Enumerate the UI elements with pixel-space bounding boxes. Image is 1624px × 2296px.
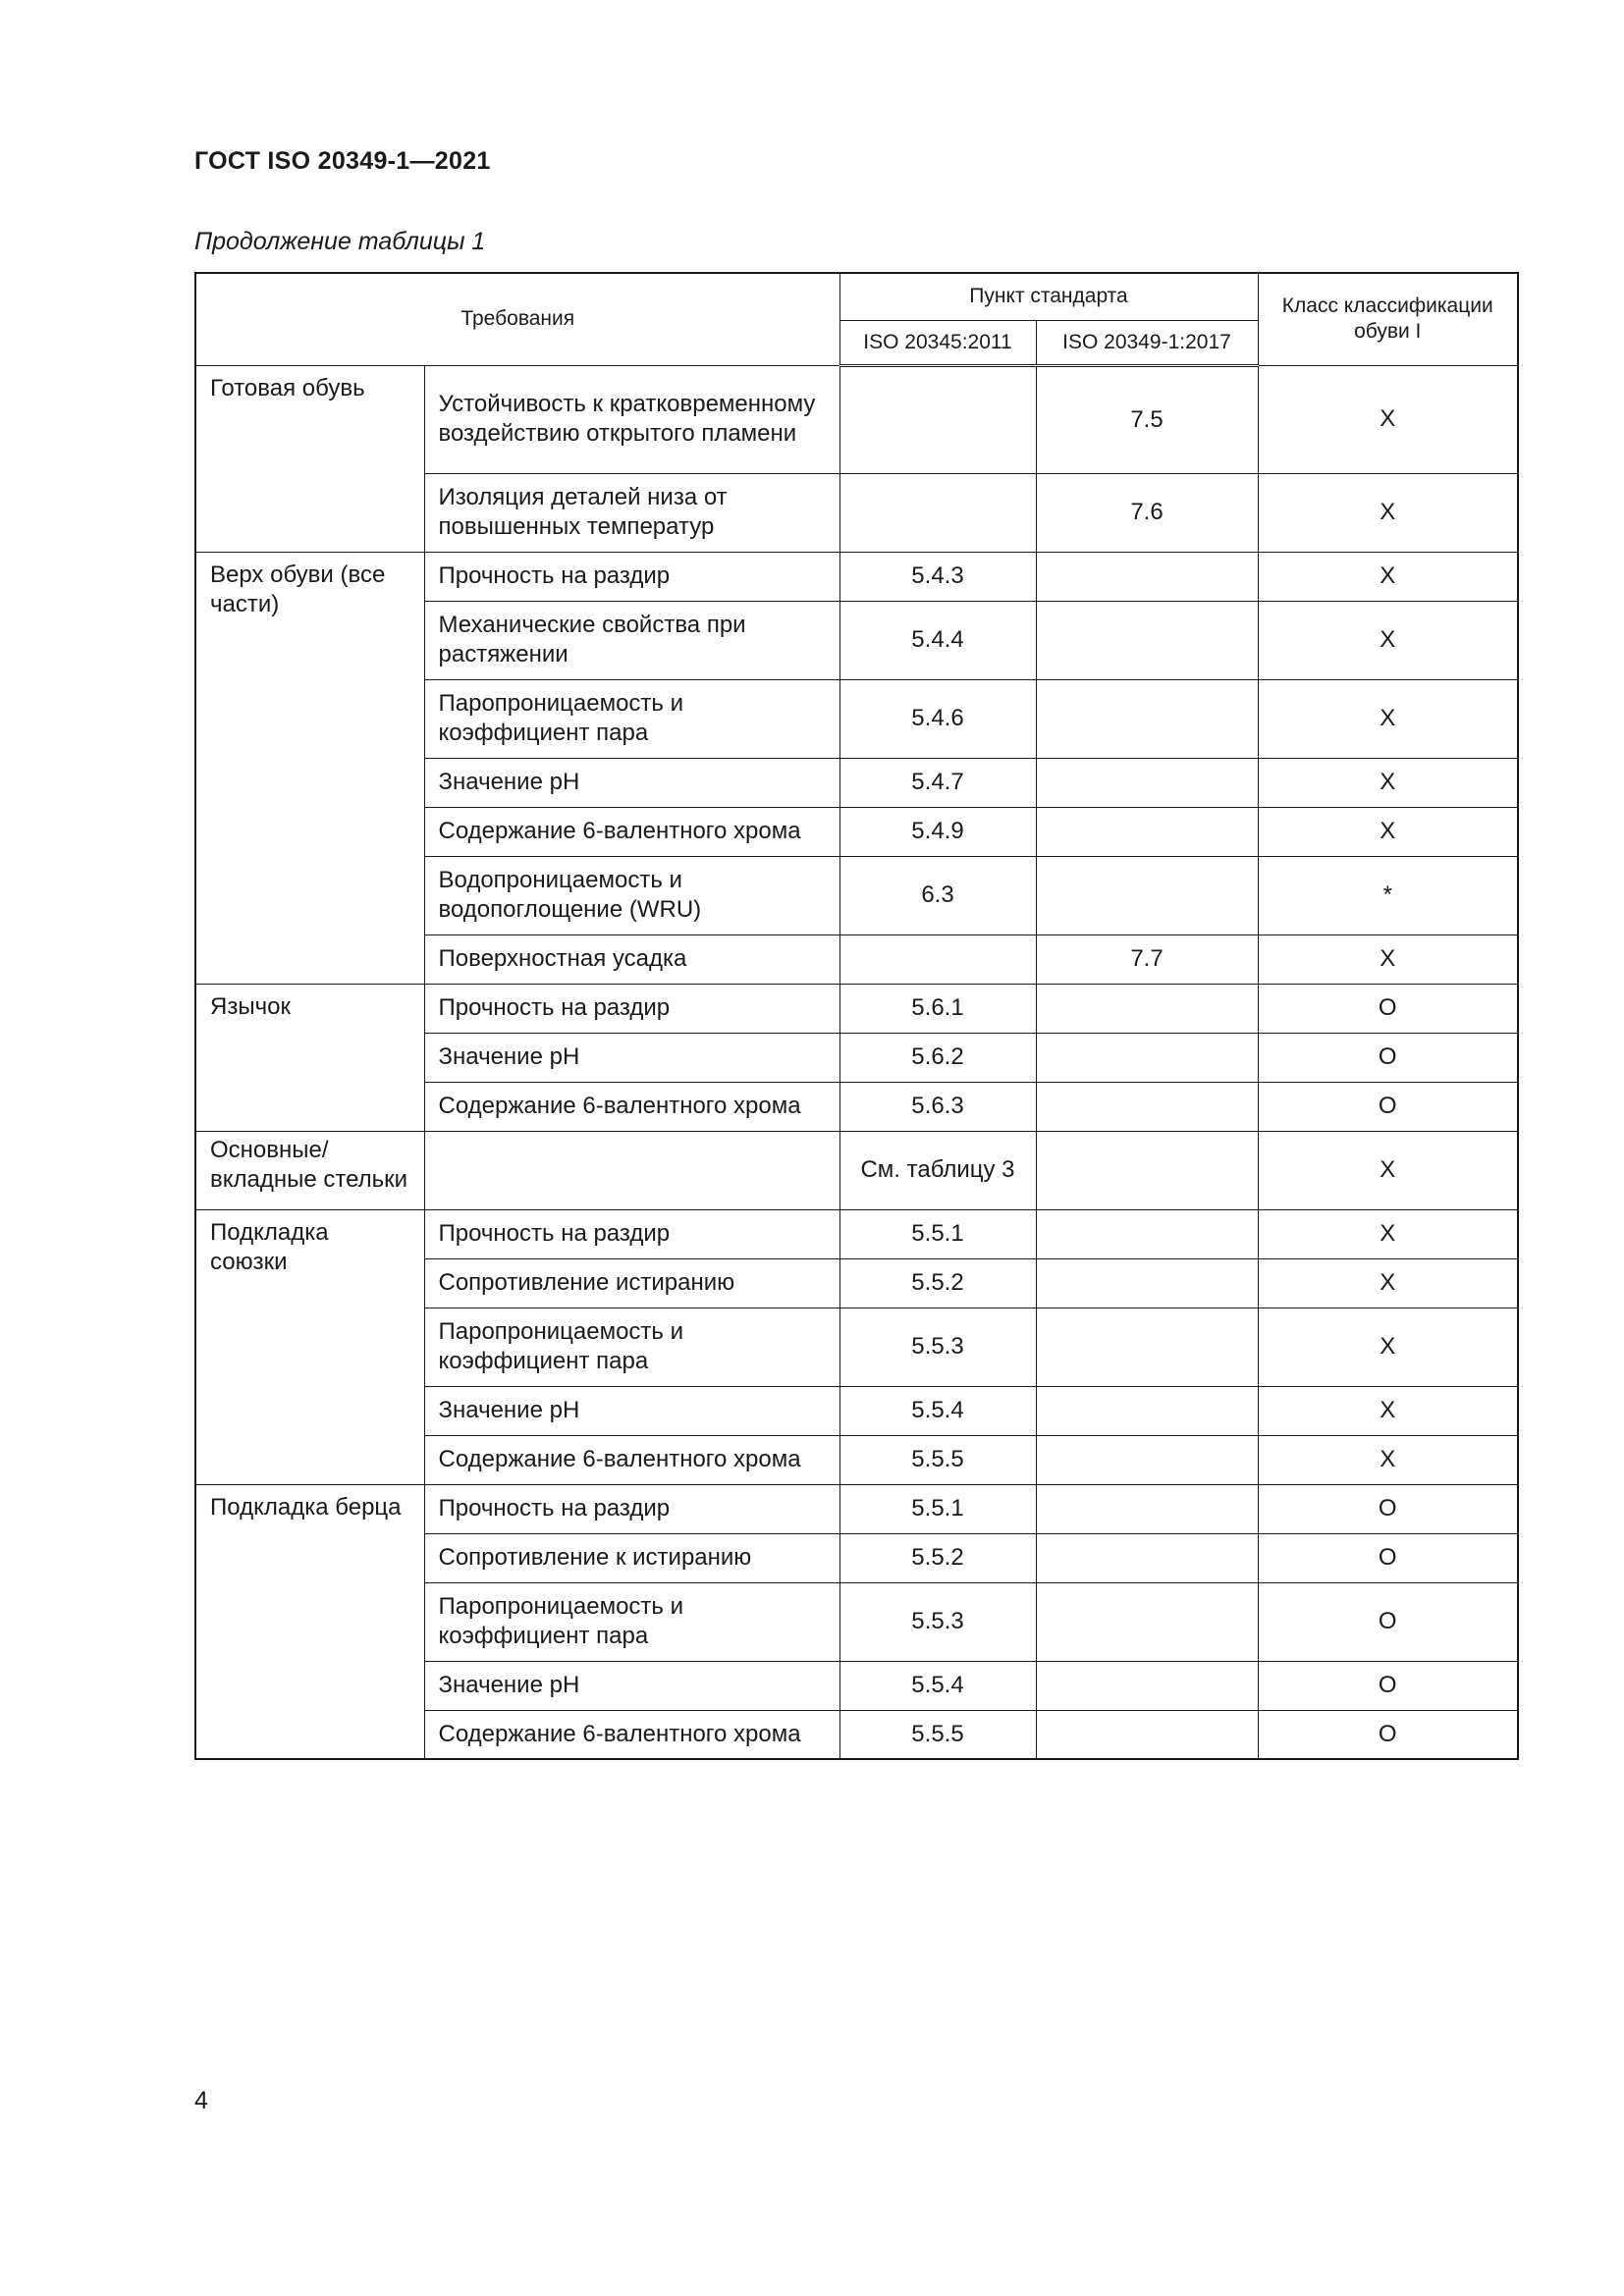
table-row <box>195 552 1518 601</box>
iso20345-cell: 5.5.3 <box>839 1308 1036 1386</box>
property-cell: Содержание 6-валентного хрома <box>424 807 839 856</box>
class-cell: O <box>1258 1082 1518 1131</box>
class-cell: X <box>1258 807 1518 856</box>
property-cell: Значение pH <box>424 1661 839 1710</box>
class-cell: X <box>1258 1435 1518 1484</box>
group-vamp-lining: Подкладка союзки <box>195 1209 424 1484</box>
iso20349-cell: 7.5 <box>1036 365 1258 473</box>
header-iso20349: ISO 20349-1:2017 <box>1036 320 1258 365</box>
document-header: ГОСТ ISO 20349-1—2021 <box>194 147 491 175</box>
iso20349-cell <box>1036 1582 1258 1661</box>
iso20345-cell: 5.4.6 <box>839 679 1036 758</box>
property-cell: Сопротивление к истиранию <box>424 1533 839 1582</box>
class-cell: X <box>1258 552 1518 601</box>
iso20345-cell: 5.6.1 <box>839 984 1036 1033</box>
class-cell: X <box>1258 601 1518 679</box>
iso20345-cell: 5.5.1 <box>839 1209 1036 1258</box>
property-cell: Значение pH <box>424 1033 839 1082</box>
iso20349-cell <box>1036 1209 1258 1258</box>
property-cell <box>424 1131 839 1209</box>
header-clause-group: Пункт стандарта <box>839 273 1258 320</box>
iso20349-cell <box>1036 1533 1258 1582</box>
property-cell: Прочность на раздир <box>424 984 839 1033</box>
iso20349-cell <box>1036 758 1258 807</box>
iso20349-cell <box>1036 679 1258 758</box>
class-cell: X <box>1258 1131 1518 1209</box>
class-cell: O <box>1258 1661 1518 1710</box>
table-row <box>195 1131 1518 1209</box>
property-cell: Прочность на раздир <box>424 552 839 601</box>
iso20349-cell <box>1036 1131 1258 1209</box>
property-cell: Изоляция деталей низа от повышенных температур <box>424 473 839 552</box>
class-cell: O <box>1258 1533 1518 1582</box>
iso20345-cell: 5.4.4 <box>839 601 1036 679</box>
property-cell: Водопроницаемость и водопоглощение (WRU) <box>424 856 839 934</box>
header-row <box>195 273 1518 320</box>
iso20345-cell: 5.5.5 <box>839 1710 1036 1759</box>
iso20345-cell <box>839 934 1036 984</box>
property-cell: Содержание 6-валентного хрома <box>424 1710 839 1759</box>
iso20349-cell: 7.6 <box>1036 473 1258 552</box>
group-upper: Верх обуви (все части) <box>195 552 424 984</box>
page-number: 4 <box>194 2087 208 2114</box>
class-cell: O <box>1258 1484 1518 1533</box>
class-cell: X <box>1258 1386 1518 1435</box>
property-cell: Значение pH <box>424 1386 839 1435</box>
iso20345-cell: См. таблицу 3 <box>839 1131 1036 1209</box>
table-row <box>195 365 1518 473</box>
iso20349-cell <box>1036 984 1258 1033</box>
iso20345-cell: 5.6.2 <box>839 1033 1036 1082</box>
iso20349-cell <box>1036 1484 1258 1533</box>
iso20345-cell: 5.6.3 <box>839 1082 1036 1131</box>
group-tongue: Язычок <box>195 984 424 1131</box>
iso20345-cell: 5.5.1 <box>839 1484 1036 1533</box>
requirements-table <box>194 272 1519 1760</box>
property-cell: Устойчивость к кратковременному воздействию открытого пламени <box>424 365 839 473</box>
header-requirements: Требования <box>195 273 839 365</box>
iso20345-cell: 5.5.4 <box>839 1386 1036 1435</box>
table-row <box>195 1209 1518 1258</box>
table-caption: Продолжение таблицы 1 <box>194 228 486 255</box>
iso20345-cell: 5.5.2 <box>839 1533 1036 1582</box>
property-cell: Содержание 6-валентного хрома <box>424 1082 839 1131</box>
iso20349-cell <box>1036 1661 1258 1710</box>
iso20345-cell: 5.4.3 <box>839 552 1036 601</box>
property-cell: Прочность на раздир <box>424 1484 839 1533</box>
class-cell: O <box>1258 1033 1518 1082</box>
class-cell: X <box>1258 1209 1518 1258</box>
class-cell: O <box>1258 1582 1518 1661</box>
property-cell: Значение pH <box>424 758 839 807</box>
iso20349-cell: 7.7 <box>1036 934 1258 984</box>
property-cell: Сопротивление истиранию <box>424 1258 839 1308</box>
header-iso20345: ISO 20345:2011 <box>839 320 1036 365</box>
iso20349-cell <box>1036 1258 1258 1308</box>
iso20345-cell: 5.5.3 <box>839 1582 1036 1661</box>
iso20349-cell <box>1036 1386 1258 1435</box>
iso20349-cell <box>1036 807 1258 856</box>
iso20345-cell <box>839 473 1036 552</box>
iso20349-cell <box>1036 1082 1258 1131</box>
class-cell: X <box>1258 1308 1518 1386</box>
class-cell: X <box>1258 1258 1518 1308</box>
iso20349-cell <box>1036 601 1258 679</box>
class-cell: * <box>1258 856 1518 934</box>
iso20349-cell <box>1036 1435 1258 1484</box>
property-cell: Паропроницаемость и коэффициент пара <box>424 1308 839 1386</box>
iso20349-cell <box>1036 1033 1258 1082</box>
class-cell: O <box>1258 1710 1518 1759</box>
group-quarter-lining: Подкладка берца <box>195 1484 424 1759</box>
group-finished-footwear: Готовая обувь <box>195 365 424 552</box>
iso20345-cell <box>839 365 1036 473</box>
iso20349-cell <box>1036 856 1258 934</box>
property-cell: Паропроницаемость и коэффициент пара <box>424 679 839 758</box>
group-insoles: Основные/вкладные стельки <box>195 1131 424 1209</box>
property-cell: Паропроницаемость и коэффициент пара <box>424 1582 839 1661</box>
class-cell: X <box>1258 934 1518 984</box>
property-cell: Поверхностная усадка <box>424 934 839 984</box>
class-cell: X <box>1258 679 1518 758</box>
iso20345-cell: 5.4.9 <box>839 807 1036 856</box>
iso20345-cell: 5.4.7 <box>839 758 1036 807</box>
class-cell: X <box>1258 365 1518 473</box>
class-cell: X <box>1258 758 1518 807</box>
property-cell: Прочность на раздир <box>424 1209 839 1258</box>
table-row <box>195 984 1518 1033</box>
iso20349-cell <box>1036 1308 1258 1386</box>
iso20345-cell: 5.5.4 <box>839 1661 1036 1710</box>
property-cell: Механические свойства при растяжении <box>424 601 839 679</box>
iso20345-cell: 5.5.2 <box>839 1258 1036 1308</box>
class-cell: X <box>1258 473 1518 552</box>
iso20349-cell <box>1036 1710 1258 1759</box>
iso20345-cell: 6.3 <box>839 856 1036 934</box>
property-cell: Содержание 6-валентного хрома <box>424 1435 839 1484</box>
table-row <box>195 1484 1518 1533</box>
header-class: Класс классификации обуви I <box>1258 273 1518 365</box>
class-cell: O <box>1258 984 1518 1033</box>
iso20345-cell: 5.5.5 <box>839 1435 1036 1484</box>
iso20349-cell <box>1036 552 1258 601</box>
